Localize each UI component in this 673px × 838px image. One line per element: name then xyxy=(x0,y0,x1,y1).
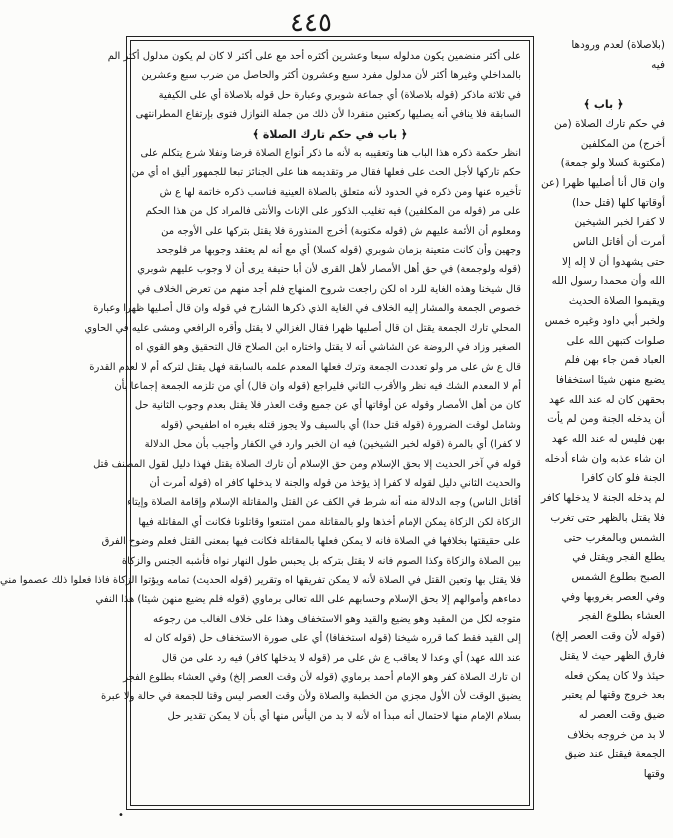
margin-line: الصبح بطلوع الشمس xyxy=(571,570,665,583)
margin-line: (قوله لأن وقت العصر إلخ) xyxy=(551,630,665,643)
margin-line: الجنة فلو كان كافرا xyxy=(581,472,665,485)
margin-line: ويقيموا الصلاة الحديث xyxy=(568,295,665,308)
main-line: ﴿ باب في حكم تارك الصلاة ﴾ xyxy=(252,127,408,141)
main-line: (قوله ولوجمعة) في حق أهل الأمصار لأهل القرى لأن أبا حنيفة يرى أن لا وجوب عليهم شوبري xyxy=(137,264,521,276)
main-line: على مر (قوله من المكلفين) فيه تغليب الذكور على الإناث والأنثى فالمراد كل من هذا الحكم xyxy=(145,206,521,218)
main-line: قال ع ش على مر ولو تعددت الجمعة وترك فعلها المعدم علمه بالسابقة فهل يقتل لتركه أم لا لعدم القدرة xyxy=(89,361,521,373)
main-line: انظر حكمة ذكره هذا الباب هنا وتعقيبه به لأنه ما ذكر أنواع الصلاة فرضا ونفلا شرع يتكلم على xyxy=(140,148,521,160)
main-text-inner-frame xyxy=(0,40,530,806)
margin-line: الجمعة فيقتل عند ضيق xyxy=(564,748,665,761)
margin-line: حتى يشهدوا أن لا إله إلا xyxy=(562,255,665,268)
main-line: متوجه لكل من المقيد وهو يضيع والقيد وهو الاستخفاف وهذا على خلاف الغالب من رجوعه xyxy=(152,613,521,625)
margin-line: بحقهن كان له عند الله عهد xyxy=(548,393,665,406)
page-footer-mark: • xyxy=(118,810,124,821)
margin-line: بهن فليس له عند الله عهد xyxy=(551,433,665,446)
main-line: فلا يقتل بها وتعين القتل في الصلاة لأنه لا يمكن تفريقها اه وتقرير (قوله الحديث) تمامه ويؤتوا الزكاة فاذا فعلوا ذلك عصموا مني xyxy=(0,574,521,586)
margin-line: وان قال أنا أصليها ظهرا (عن xyxy=(540,176,665,189)
main-line: بسلام الإمام منها لاحتمال أنه مبدأ اه لأنه لا بد من اليأس منها أي بأن لا يمكن تقدير حل xyxy=(167,710,521,722)
main-line: السابقة فلا ينافي أنه يصليها ركعتين منفردا لأن ذلك من جملة النوازل فتوى بإرتفاع المطرانتهى xyxy=(135,109,521,121)
margin-line: (بلاصلاة) لعدم ورودها xyxy=(571,39,665,51)
main-line: حكم تاركها لأجل الحث على فعلها فقال مر وتقديمه هنا على الجنائز تبعا للجمهور أليق اه أي من xyxy=(131,167,521,179)
margin-line: العباد فمن جاء بهن فلم xyxy=(564,354,665,367)
margin-line: بعد خروج وقتها لم يعتبر xyxy=(562,689,665,702)
main-line: تأخيره عنها ومن ذكره في الحدود لأنه متعلق بالصلاة العينية فناسب ذكره خاتمة لها ع ش xyxy=(159,186,521,198)
margin-line: فيه xyxy=(651,58,665,71)
margin-line: ضيق وقت العصر له xyxy=(578,708,665,721)
margin-line: الله وأن محمدا رسول الله xyxy=(551,275,665,288)
margin-line: وفي العصر بغروبها وفي xyxy=(561,590,665,603)
margin-line: في حكم تارك الصلاة (من xyxy=(554,117,665,130)
main-line: في ثلاثة ماذكر (قوله بلاصلاة) أي جماعة شوبري وعبارة حل قوله بلاصلاة أي على الكيفية xyxy=(158,89,521,101)
page-number: ٤٤٥ xyxy=(290,8,332,38)
main-line: الزكاة لكن الزكاة يمكن الإمام أخذها ولو بالمقاتلة ممن امتنعوا وقاتلونا فكانت أي المقاتلة فيها xyxy=(138,516,521,528)
margin-line: لم يدخله الجنة لا يدخلها كافر xyxy=(540,492,665,505)
main-line: ان تارك الصلاة كفر وهو الإمام أحمد برماوي (قوله لأن وقت العصر إلخ) وفي العشاء بطلوع الفجر xyxy=(123,672,521,683)
margin-line: صلوات كتبهن الله على xyxy=(566,334,665,347)
main-text-body xyxy=(0,47,521,726)
main-line: قوله في آخر الحديث إلا بحق الإسلام ومن حق الإسلام أن تارك الصلاة يقتل فهذا دليل لقول المصنف قتل xyxy=(93,458,521,470)
margin-column xyxy=(540,36,665,781)
margin-line: أن يدخله الجنة ومن لم يأت xyxy=(547,413,665,426)
main-line: والحديث الثاني دليل لقوله لا كفرا إذ يؤخذ من قوله والجنة لا يدخلها كافر اه (قوله أمرت أن xyxy=(149,477,521,489)
main-line: خصوص الجمعة والمشار إليه الخلاف في الغاية الذي ذكرها الشارح في قوله وان قال أصليها ظهرا وعبارة xyxy=(93,303,521,315)
margin-line: حيئذ ولا كان يمكن فعله xyxy=(564,669,665,682)
margin-line: (مكتوبة كسلا ولو جمعة) xyxy=(560,157,665,170)
margin-line: لا بد من خروجه بخلاف xyxy=(567,728,665,741)
margin-line: فارق الظهر حيث لا يقتل xyxy=(559,649,665,662)
main-text-frame xyxy=(0,36,534,810)
margin-line: يضيع منهن شيئا استخفافا xyxy=(555,373,665,386)
margin-line: وقتها xyxy=(643,768,665,781)
main-line: إلى القيد فقط كما قرره شيخنا (قوله استخفافا) أي على صورة الاستخفاف حل (قوله كان له xyxy=(143,633,521,645)
main-line: بين الصلاة والزكاة وكذا الصوم فانه لا يقتل بتركه بل يحبس طول النهار نواه فأشبه الجنس والزكاة xyxy=(121,555,521,567)
margin-line: ان شاء عذبه وان شاء أدخله xyxy=(544,452,665,465)
main-line: وجهين وأن كانت متعينة بزمان شوبري (قوله كسلا) أي مع أنه لم يعتقد وجوبها مر فلوجحد xyxy=(156,245,521,257)
main-line: بالمداخلي وغيرها أكثر لأن مدلول مفرد سبع وعشرون أكثر والحاصل من ضرب سبع وعشرين xyxy=(141,70,521,82)
margin-line: أخرج) من المكلفين xyxy=(580,137,665,150)
main-line: عند الله عهد) أي وعدا لا يعاقب ع ش على مر (قوله لا يدخلها كافر) فيه رد على من قال xyxy=(161,652,521,664)
margin-line: ﴿ باب ﴾ xyxy=(583,98,624,112)
margin-line: فلا يقتل بالظهر حتى تغرب xyxy=(550,511,665,524)
margin-line: يطلع الفجر ويقتل في xyxy=(572,551,665,564)
main-line: أم لا المعدم الشك فيه نظر والأقرب الثاني فليراجع (قوله وان قال) أي من تلزمه الجمعة إجماعا بأن xyxy=(114,380,521,392)
margin-line: الشمس وبالمغرب حتى xyxy=(563,531,665,544)
margin-line: لا كفرا لخبر الشيخين xyxy=(574,216,665,229)
main-line: كان من أهل الأمصار وقوله عن أوقاتها أي عن جميع وقت العذر فلا يقتل بعدم وجوب الثانية حل xyxy=(134,400,521,412)
main-line: المحلي تارك الجمعة يقتل ان قال أصليها ظهرا فقال الغزالي لا يقتل وأقره الرافعي ومشى عليه في الحاوي xyxy=(84,322,521,334)
main-line: أقاتل الناس) وجه الدلالة منه أنه شرط في الكف عن القتل والمقاتلة الإسلام وإقامة الصلاة وإيتاء xyxy=(127,497,521,509)
margin-line: أوقاتها كلها (قتل حدا) xyxy=(572,196,665,209)
main-line: الصغير وزاد في الروضة عن الشاشي أنه لا يقتل واختاره ابن الصلاح قال التحقيق وهو القوي اه xyxy=(135,342,521,354)
margin-line xyxy=(542,75,665,95)
main-line: يضيق الوقت لأن الأول مجزي من الخطبة والصلاة ولأن وقت العصر ليس وقتا للجمعة في حالة ولا عبرة xyxy=(100,691,521,703)
margin-line: أمرت أن أقاتل الناس xyxy=(572,236,665,249)
margin-line: ولخبر أبي داود وغيره خمس xyxy=(544,314,665,327)
main-line: قال شيخنا وهذه الغاية للرد اه لكن راجعت شروح المنهاج فلم أجد منهم من تعرض الخلاف في xyxy=(137,283,521,295)
main-line: ومعلوم أن الأئمة عليهم ش (قوله مكتوبة) أخرج المنذورة فلا يقتل بتركها على الأوجه من xyxy=(161,225,521,237)
main-line: على حقيقتها بخلافها في الصلاة فانه لا يمكن فعلها بالمقاتلة فكانت فيها بمعنى القتل فعلم وضوح الفرق xyxy=(101,536,521,548)
main-line: دماءهم وأموالهم إلا بحق الإسلام وحسابهم على الله تعالى برماوي (قوله فلم يضيع منهن شيئا) هذا النفي xyxy=(95,594,521,606)
margin-line: العشاء بطلوع الفجر xyxy=(578,610,665,623)
main-line: على أكثر منضمين يكون مدلوله سبعا وعشرين أكثره أحد مع على أكثر لا كان لم يكون مدلول أكثر الم xyxy=(107,51,521,62)
main-line: وشامل لوقت الضرورة (قوله قتل حدا) أي بالسيف ولا يجوز قتله بغيره اه اطفيحي (قوله xyxy=(160,419,521,431)
main-line: لا كفرا) أي بالمرة (قوله لخبر الشيخين) فيه ان الخبر وارد في الكفار وأجيب بأن محل الدلالة xyxy=(144,439,521,451)
